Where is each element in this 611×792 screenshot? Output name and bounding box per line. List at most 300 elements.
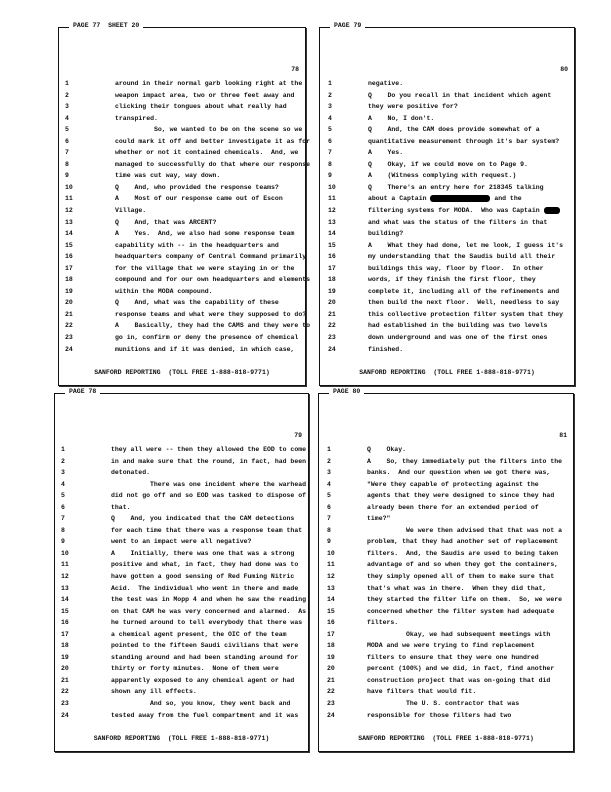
line-text: A (Witness complying with request.) <box>368 172 517 180</box>
line-number: 18 <box>328 276 336 284</box>
line-text: go in, confirm or deny the presence of chemical <box>115 334 299 342</box>
transcript-line <box>320 228 574 240</box>
line-text: buildings this way, floor by floor. In other <box>368 264 544 272</box>
line-number: 5 <box>61 492 65 500</box>
transcript-line <box>319 559 573 571</box>
transcript-lines <box>320 78 574 355</box>
line-text: MODA and we were trying to find replacement <box>367 642 535 650</box>
line-number: 19 <box>61 653 69 661</box>
line-text: detonated. <box>111 469 151 477</box>
line-text: Q And, what was the capability of these <box>115 299 279 307</box>
line-text: they all were -- then they allowed the EOD to come <box>111 446 307 453</box>
line-number: 17 <box>65 264 73 272</box>
line-text: have gotten a good sensing of Red Fuming Nitric <box>111 573 295 581</box>
line-text: Q Okay, if we could move on to Page 9. <box>368 160 528 168</box>
line-text: time?" <box>367 515 391 523</box>
line-number: 6 <box>327 503 331 511</box>
line-text: clicking their tongues about what really had <box>115 103 287 111</box>
page-number: 80 <box>560 66 568 73</box>
line-number: 2 <box>327 457 331 465</box>
line-text: complete it, including all of the refinements and <box>368 287 560 295</box>
transcript-line <box>320 286 574 298</box>
line-number: 11 <box>61 561 69 569</box>
line-text: that. <box>111 503 131 511</box>
line-text: A So, they immediately put the filters into the <box>367 457 563 465</box>
transcript-lines <box>319 444 573 721</box>
transcript-line <box>55 548 308 560</box>
line-text: Acid. The individual who went in there and made <box>111 584 299 592</box>
transcript-line <box>320 217 574 229</box>
transcript-line <box>59 344 305 356</box>
transcript-line <box>319 617 573 629</box>
line-number: 18 <box>327 642 335 650</box>
line-text: filters. And, the Saudis are used to being taken <box>367 549 559 557</box>
page-header: PAGE 79 <box>330 22 365 29</box>
reporter-footer: SANFORD REPORTING (TOLL FREE 1-888-818-9771) <box>358 735 534 742</box>
transcript-line <box>55 606 308 618</box>
line-number: 5 <box>328 126 332 134</box>
transcript-line <box>319 640 573 652</box>
line-number: 18 <box>65 276 73 284</box>
line-text: percent (100%) and we did, in fact, find another <box>367 665 555 673</box>
line-number: 24 <box>327 711 335 719</box>
transcript-line <box>320 101 574 113</box>
transcript-line <box>319 583 573 595</box>
line-number: 14 <box>65 230 73 238</box>
transcript-line <box>320 320 574 332</box>
transcript-line <box>319 548 573 560</box>
line-number: 6 <box>65 137 69 145</box>
transcript-line <box>319 629 573 641</box>
line-text: filters. <box>367 619 399 627</box>
line-number: 16 <box>61 619 69 627</box>
line-number: 10 <box>328 183 336 191</box>
line-text: they started the filter life on them. So, we were <box>367 596 563 604</box>
reporter-footer: SANFORD REPORTING (TOLL FREE 1-888-818-9771) <box>94 369 270 376</box>
line-text: A No, I don't. <box>368 114 435 122</box>
transcript-line <box>319 675 573 687</box>
line-number: 23 <box>61 700 69 708</box>
transcript-line <box>59 159 311 171</box>
line-number: 5 <box>327 492 331 500</box>
transcript-line <box>319 456 573 468</box>
line-text: So, we wanted to be on the scene so we <box>115 126 303 134</box>
line-text: A Yes. <box>368 149 404 157</box>
line-text: advantage of and so when they got the containers, <box>367 561 559 569</box>
transcript-line <box>59 113 305 125</box>
transcript-line <box>59 205 305 217</box>
line-number: 23 <box>328 334 336 342</box>
line-number: 11 <box>327 561 335 569</box>
line-number: 4 <box>328 114 332 122</box>
transcript-line <box>320 136 574 148</box>
line-text: around in their normal garb looking right at the <box>115 80 303 87</box>
line-text: And so, you know, they went back and <box>111 700 291 708</box>
line-number: 20 <box>327 665 335 673</box>
line-number: 3 <box>65 103 69 111</box>
line-text: We were then advised that that was not a <box>367 526 563 534</box>
line-text: munitions and if it was denied, in which case, <box>115 345 295 353</box>
line-number: 13 <box>61 584 69 592</box>
line-text: filtering systems for MODA. Who was Captain {R} <box>368 205 560 217</box>
transcript-line <box>59 170 305 182</box>
line-text: pointed to the fifteen Saudi civilians that were <box>111 642 299 650</box>
line-text: A Most of our response came out of Escon <box>115 195 283 203</box>
line-text: on that CAM he was very concerned and alarmed. As <box>111 607 307 615</box>
transcript-line <box>320 240 574 252</box>
transcript-line <box>55 513 308 525</box>
line-text: positive and what, in fact, they had done was to <box>111 561 299 569</box>
line-text: negative. <box>368 80 404 87</box>
line-number: 3 <box>328 103 332 111</box>
line-text: then build the next floor. Well, needless to say <box>368 299 560 307</box>
transcript-line <box>320 159 574 171</box>
line-number: 13 <box>327 584 335 592</box>
line-text: this collective protection filter system that they <box>368 310 564 318</box>
line-number: 24 <box>65 345 73 353</box>
transcript-line <box>319 698 573 710</box>
transcript-line <box>55 710 308 722</box>
transcript-line <box>59 332 305 344</box>
line-number: 14 <box>328 230 336 238</box>
line-number: 9 <box>327 538 331 546</box>
page-header: PAGE 78 <box>65 388 100 395</box>
line-text: words, if they finish the first floor, they <box>368 276 536 284</box>
transcript-line <box>55 652 308 664</box>
transcript-page-80 <box>318 388 574 752</box>
line-text: weapon impact area, two or three feet away and <box>115 91 295 99</box>
transcript-line <box>55 536 308 548</box>
line-number: 2 <box>61 457 65 465</box>
line-text: Q There's an entry here for 218345 talking <box>368 183 544 191</box>
transcript-line <box>319 652 573 664</box>
line-number: 11 <box>328 195 336 203</box>
line-number: 22 <box>61 688 69 696</box>
transcript-line <box>59 217 305 229</box>
line-number: 6 <box>61 503 65 511</box>
line-text: A Initially, there was one that was a strong <box>111 549 295 557</box>
transcript-line <box>320 113 574 125</box>
line-number: 10 <box>61 549 69 557</box>
transcript-line <box>55 502 308 514</box>
line-text: There was one incident where the warhead <box>111 480 307 488</box>
transcript-page-77 <box>58 22 311 386</box>
line-text: that's what was in there. When they did that, <box>367 584 547 592</box>
line-number: 21 <box>328 310 336 318</box>
line-number: 9 <box>65 172 69 180</box>
line-number: 17 <box>61 630 69 638</box>
transcript-line <box>55 490 308 502</box>
line-number: 7 <box>61 515 65 523</box>
transcript-line <box>55 675 308 687</box>
transcript-line <box>55 467 308 479</box>
line-number: 16 <box>65 253 73 261</box>
line-number: 20 <box>328 299 336 307</box>
line-text: tested away from the fuel compartment and it was <box>111 711 299 719</box>
line-text: Q And, you indicated that the CAM detections <box>111 515 295 523</box>
transcript-line <box>319 513 573 525</box>
line-number: 23 <box>65 334 73 342</box>
line-number: 23 <box>327 700 335 708</box>
line-text: they were positive for? <box>368 103 458 111</box>
transcript-line <box>55 640 308 652</box>
transcript-line <box>319 479 573 491</box>
line-text: thirty or forty minutes. None of them were <box>111 665 279 673</box>
transcript-page-78 <box>54 388 309 752</box>
line-text: managed to successfully do that where our response <box>115 160 311 168</box>
line-number: 9 <box>328 172 332 180</box>
transcript-line <box>320 90 574 102</box>
reporter-footer: SANFORD REPORTING (TOLL FREE 1-888-818-9771) <box>93 735 270 742</box>
line-number: 16 <box>328 253 336 261</box>
transcript-line <box>320 251 574 263</box>
line-text: have filters that would fit. <box>367 688 477 696</box>
line-number: 8 <box>61 526 65 534</box>
line-number: 21 <box>327 676 335 684</box>
line-text: Q And, that was ARCENT? <box>115 218 217 226</box>
line-number: 22 <box>328 322 336 330</box>
line-number: 8 <box>327 526 331 534</box>
transcript-line <box>320 309 574 321</box>
transcript-line <box>55 629 308 641</box>
transcript-line <box>319 571 573 583</box>
transcript-line <box>59 136 311 148</box>
transcript-line <box>55 444 308 456</box>
transcript-line <box>320 193 574 205</box>
transcript-line <box>59 263 305 275</box>
transcript-lines <box>59 78 311 355</box>
line-number: 13 <box>328 218 336 226</box>
transcript-page-79 <box>319 22 575 386</box>
line-number: 10 <box>65 183 73 191</box>
line-number: 12 <box>327 573 335 581</box>
line-text: Q And, the CAM does provide somewhat of a <box>368 126 540 134</box>
transcript-line <box>55 559 308 571</box>
page-number: 79 <box>294 432 302 439</box>
line-text: about a Captain {R} and the <box>368 195 522 203</box>
line-number: 15 <box>61 607 69 615</box>
line-number: 4 <box>61 480 65 488</box>
transcript-line <box>319 502 573 514</box>
line-number: 24 <box>61 711 69 719</box>
transcript-line <box>59 78 305 90</box>
line-text: concerned whether the filter system had adequate <box>367 607 555 615</box>
line-number: 18 <box>61 642 69 650</box>
line-number: 17 <box>328 264 336 272</box>
line-text: in and make sure that the round, in fact, had been <box>111 457 307 465</box>
line-number: 19 <box>327 653 335 661</box>
transcript-line <box>55 479 308 491</box>
transcript-line <box>319 525 573 537</box>
line-text: capability with -- in the headquarters and <box>115 241 279 249</box>
line-text: banks. And our question when we got there was, <box>367 469 551 477</box>
line-number: 9 <box>61 538 65 546</box>
line-number: 7 <box>65 149 69 157</box>
transcript-line <box>320 124 574 136</box>
line-text: finished. <box>368 345 404 353</box>
line-number: 10 <box>327 549 335 557</box>
line-text: already been there for an extended period of <box>367 503 539 511</box>
transcript-line <box>59 297 305 309</box>
transcript-line <box>59 101 305 113</box>
transcript-lines <box>55 444 308 721</box>
line-text: quantitative measurement through it's bar system? <box>368 137 560 145</box>
line-number: 15 <box>65 241 73 249</box>
transcript-line <box>55 698 308 710</box>
line-text: building? <box>368 230 404 238</box>
transcript-line <box>319 594 573 606</box>
line-text: the test was in Mopp 4 and when he saw the reading <box>111 596 307 604</box>
transcript-line <box>320 205 574 217</box>
line-number: 21 <box>61 676 69 684</box>
line-number: 1 <box>327 446 331 453</box>
transcript-line <box>59 182 305 194</box>
line-text: compound and for our own headquarters and elements <box>115 276 311 284</box>
line-number: 21 <box>65 310 73 318</box>
transcript-line <box>320 297 574 309</box>
line-number: 7 <box>328 149 332 157</box>
line-text: headquarters company of Central Command primarily <box>115 253 307 261</box>
line-number: 22 <box>65 322 73 330</box>
line-number: 1 <box>65 80 69 87</box>
line-number: 19 <box>328 287 336 295</box>
transcript-line <box>320 332 574 344</box>
line-text: agents that they were designed to since they had <box>367 492 555 500</box>
line-number: 22 <box>327 688 335 696</box>
transcript-line <box>319 444 573 456</box>
line-number: 17 <box>327 630 335 638</box>
redaction-block: {R} <box>430 195 490 202</box>
transcript-line <box>319 467 573 479</box>
line-text: Q Okay. <box>367 446 407 453</box>
page-number: 81 <box>559 432 567 439</box>
transcript-line <box>59 274 311 286</box>
line-text: filters to ensure that they were one hundred <box>367 653 539 661</box>
transcript-line <box>320 147 574 159</box>
line-text: Q Do you recall in that incident which agent <box>368 91 552 99</box>
line-text: down underground and was one of the first ones <box>368 334 548 342</box>
line-number: 13 <box>65 218 73 226</box>
transcript-line <box>319 490 573 502</box>
line-text: Village. <box>115 207 147 215</box>
page-header: PAGE 80 <box>329 388 364 395</box>
line-text: within the MODA compound. <box>115 287 213 295</box>
line-number: 7 <box>327 515 331 523</box>
line-number: 19 <box>65 287 73 295</box>
line-number: 3 <box>61 469 65 477</box>
line-text: and what was the status of the filters in that <box>368 218 548 226</box>
line-number: 2 <box>328 91 332 99</box>
transcript-line <box>319 710 573 722</box>
line-text: for each time that there was a response team that <box>111 526 303 534</box>
line-number: 4 <box>65 114 69 122</box>
transcript-line <box>59 240 305 252</box>
line-number: 1 <box>328 80 332 87</box>
line-number: 14 <box>327 596 335 604</box>
line-text: responsible for those filters had two <box>367 711 512 719</box>
line-text: A What they had done, let me look, I guess it's <box>368 241 564 249</box>
line-text: apparently exposed to any chemical agent or had <box>111 676 295 684</box>
transcript-line <box>59 320 311 332</box>
line-text: whether or not it contained chemicals. And, we <box>115 149 299 157</box>
transcript-line <box>320 344 574 356</box>
transcript-line <box>319 536 573 548</box>
transcript-line <box>55 571 308 583</box>
line-text: A Yes. And, we also had some response team <box>115 230 295 238</box>
line-text: went to an impact were all negative? <box>111 538 252 546</box>
line-number: 4 <box>327 480 331 488</box>
transcript-line <box>59 286 305 298</box>
line-text: my understanding that the Saudis build all their <box>368 253 556 261</box>
transcript-line <box>59 251 305 263</box>
line-text: a chemical agent present, the OIC of the team <box>111 630 287 638</box>
transcript-line <box>55 525 308 537</box>
transcript-line <box>59 193 305 205</box>
line-text: for the village that we were staying in or the <box>115 264 295 272</box>
transcript-line <box>320 170 574 182</box>
line-text: "Were they capable of protecting against the <box>367 480 539 488</box>
transcript-line <box>320 78 574 90</box>
line-text: they simply opened all of them to make sure that <box>367 573 555 581</box>
line-number: 20 <box>65 299 73 307</box>
line-text: Q And, who provided the response teams? <box>115 183 279 191</box>
line-text: standing around and had been standing around for <box>111 653 299 661</box>
line-number: 1 <box>61 446 65 453</box>
line-number: 16 <box>327 619 335 627</box>
transcript-line <box>59 309 305 321</box>
transcript-line <box>319 686 573 698</box>
reporter-footer: SANFORD REPORTING (TOLL FREE 1-888-818-9771) <box>359 369 535 376</box>
transcript-line <box>319 606 573 618</box>
line-number: 3 <box>327 469 331 477</box>
transcript-line <box>319 663 573 675</box>
transcript-line <box>59 147 305 159</box>
transcript-line <box>59 124 305 136</box>
line-text: had established in the building was two levels <box>368 322 548 330</box>
line-text: Okay, we had subsequent meetings with <box>367 630 551 638</box>
line-number: 24 <box>328 345 336 353</box>
line-number: 11 <box>65 195 73 203</box>
transcript-line <box>55 583 308 595</box>
line-number: 12 <box>328 207 336 215</box>
line-text: transpired. <box>115 114 158 122</box>
line-number: 15 <box>328 241 336 249</box>
transcript-line <box>55 663 308 675</box>
line-number: 20 <box>61 665 69 673</box>
transcript-line <box>55 594 308 606</box>
transcript-line <box>320 274 574 286</box>
page-header: PAGE 77 SHEET 20 <box>69 22 143 29</box>
transcript-line <box>59 90 305 102</box>
transcript-line <box>55 686 308 698</box>
line-number: 2 <box>65 91 69 99</box>
line-text: could mark it off and better investigate it as for <box>115 137 311 145</box>
transcript-line <box>59 228 305 240</box>
line-number: 12 <box>65 207 73 215</box>
transcript-line <box>320 182 574 194</box>
line-number: 5 <box>65 126 69 134</box>
line-number: 15 <box>327 607 335 615</box>
transcript-line <box>320 263 574 275</box>
line-text: response teams and what were they supposed to do? <box>115 310 307 318</box>
line-text: did not go off and so EOD was tasked to dispose of <box>111 492 307 500</box>
line-number: 14 <box>61 596 69 604</box>
line-number: 8 <box>328 160 332 168</box>
line-text: shown any ill effects. <box>111 688 197 696</box>
line-text: problem, that they had another set of replacement <box>367 538 559 546</box>
line-text: time was cut way, way down. <box>115 172 221 180</box>
line-text: The U. S. contractor that was <box>367 700 520 708</box>
